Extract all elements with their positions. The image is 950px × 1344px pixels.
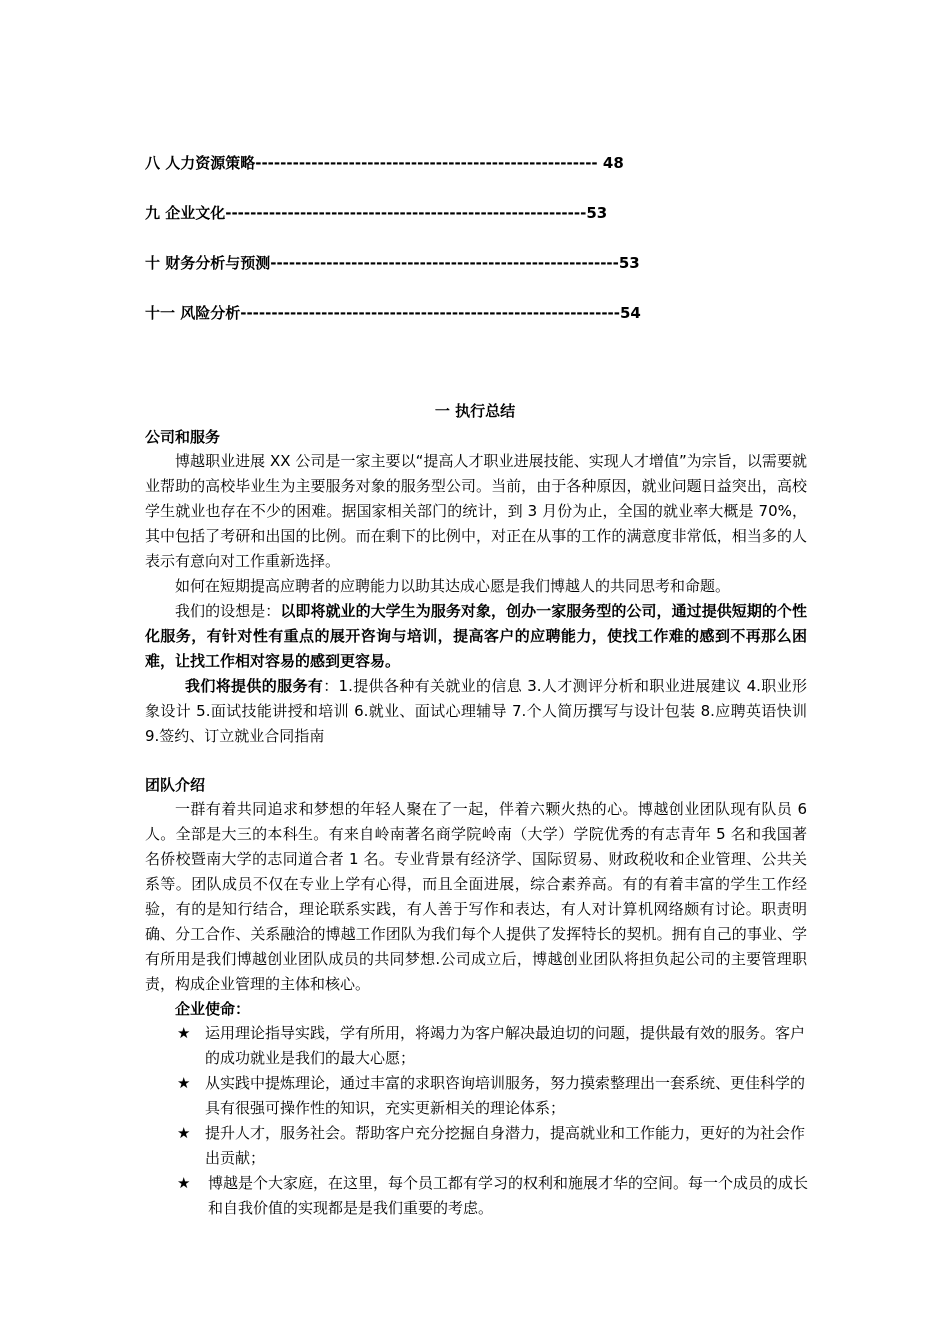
mission-text: 提升人才，服务社会。帮助客户充分挖掘自身潜力，提高就业和工作能力，更好的为社会作出贡献；	[205, 1124, 806, 1167]
star-bullet-icon: ★	[177, 1074, 191, 1092]
toc-entry[interactable]	[145, 152, 624, 173]
toc-title: 十一 风险分析	[145, 304, 241, 322]
section-heading-company: 公司和服务	[145, 428, 221, 446]
star-bullet-icon: ★	[177, 1024, 191, 1042]
team-paragraph: 一群有着共同追求和梦想的年轻人聚在了一起，伴着六颗火热的心。博越创业团队现有队员 6 人。全部是大三的本科生。有来自岭南著名商学院岭南（大学）学院优秀的有志青年 5 名和我国著名侨校暨南大学的志同道合者 1 名。专业背景有经济学、国际贸易、财政税收和企业管理、公共关系等。团队成员不仅在专业上学有心得，而且全面进展，综合素养高。有的有着丰富的学生工作经验，有的是知行结合，理论联系实践，有人善于写作和表达，有人对计算机网络颇有讨论。职责明确、分工合作、关系融洽的博越工作团队为我们每个人提供了发挥特长的契机。拥有自己的事业、学有所用是我们博越创业团队成员的共同梦想.公司成立后，博越创业团队将担负起公司的主要管理职责，构成企业管理的主体和核心。	[145, 800, 807, 993]
section-heading-mission: 企业使命：	[175, 1000, 251, 1018]
services-lead: 我们将提供的服务有	[185, 677, 324, 695]
chapter-title: 一 执行总结	[434, 402, 516, 420]
toc-entry[interactable]	[145, 252, 640, 273]
mission-item	[177, 1071, 817, 1121]
mission-item	[177, 1021, 817, 1071]
toc-leader: ----------------------------------------------------------	[225, 204, 587, 222]
toc-leader: --------------------------------------------------------	[270, 254, 619, 272]
toc-page: 53	[618, 254, 640, 272]
mission-text: 运用理论指导实践，学有所用，将竭力为客户解决最迫切的问题，提供最有效的服务。客户的成功就业是我们的最大心愿；	[205, 1024, 806, 1067]
mission-item	[177, 1121, 817, 1171]
mission-text: 博越是个大家庭，在这里，每个员工都有学习的权利和施展才华的空间。每一个成员的成长和自我价值的实现都是是我们重要的考虑。	[208, 1174, 809, 1217]
star-bullet-icon: ★	[177, 1174, 191, 1192]
toc-title: 九 企业文化	[145, 204, 226, 222]
company-paragraph: 博越职业进展 XX 公司是一家主要以“提高人才职业进展技能、实现人才增值”为宗旨，以需要就业帮助的高校毕业生为主要服务对象的服务型公司。当前，由于各种原因，就业问题日益突出，高校学生就业也存在不少的困难。据国家相关部门的统计，到 3 月份为止，全国的就业率大概是 70%，其中包括了考研和出国的比例。而在剩下的比例中，对正在从事的工作的满意度非常低，相当多的人表示有意向对工作重新选择。	[145, 452, 807, 570]
services-text: ：1.提供各种有关就业的信息 3.人才测评分析和职业进展建议 4.职业形象设计 5.面试技能讲授和培训 6.就业、面试心理辅导 7.个人简历撰写与设计包装 8.应聘英语快训 9.签约、订立就业合同指南	[145, 677, 807, 745]
mission-item	[177, 1171, 817, 1221]
mission-text: 从实践中提炼理论，通过丰富的求职咨询培训服务，努力摸索整理出一套系统、更佳科学的具有很强可操作性的知识，充实更新相关的理论体系；	[205, 1074, 806, 1117]
toc-page: 54	[620, 304, 641, 322]
section-heading-team: 团队介绍	[145, 776, 206, 794]
toc-title: 十 财务分析与预测	[145, 254, 271, 272]
services-paragraph	[145, 674, 807, 749]
toc-page: 53	[586, 204, 608, 222]
vision-text: 以即将就业的大学生为服务对象，创办一家服务型的公司，通过提供短期的个性化服务，有针对性有重点的展开咨询与培训，提高客户的应聘能力，使找工作难的感到不再那么困难，让找工作相对容易的感到更容易。	[145, 602, 807, 670]
toc-entry[interactable]	[145, 202, 607, 223]
toc-leader: -------------------------------------------------------	[255, 154, 598, 172]
star-bullet-icon: ★	[177, 1124, 191, 1142]
toc-title: 八 人力资源策略	[145, 154, 256, 172]
toc-page: 48	[597, 154, 624, 172]
company-paragraph-2: 如何在短期提高应聘者的应聘能力以助其达成心愿是我们博越人的共同思考和命题。	[175, 577, 731, 595]
toc-entry[interactable]	[145, 302, 641, 323]
company-vision-paragraph	[145, 599, 807, 674]
vision-lead: 我们的设想是：	[175, 602, 281, 620]
toc-leader: -------------------------------------------------------------	[240, 304, 620, 322]
